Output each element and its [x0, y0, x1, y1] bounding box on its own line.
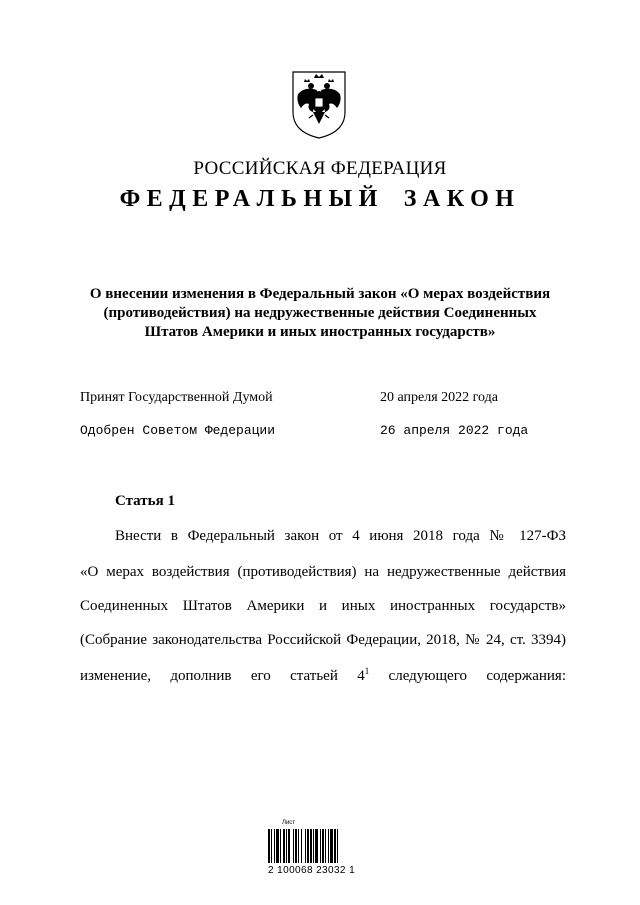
barcode-number: 2 100068 23032 1 [268, 865, 356, 876]
russian-coat-of-arms-icon [287, 68, 351, 140]
document-type-heading [0, 186, 640, 213]
barcode-small-label: Лист [282, 820, 296, 826]
duma-adoption-label: Принят Государственной Думой [80, 390, 273, 405]
doc-type-word-2: ЗАКОН [403, 186, 521, 212]
barcode-bars [268, 829, 358, 863]
duma-adoption-date: 20 апреля 2022 года [380, 390, 498, 405]
article-number-superscript: 1 [364, 666, 370, 676]
council-approval-label: Одобрен Советом Федерации [80, 423, 276, 438]
article-text-line: Соединенных Штатов Америки и иных иностранных государств» [80, 598, 566, 614]
article-text-line: (Собрание законодательства Российской Федерации, 2018, № 24, ст. 3394) [80, 632, 566, 648]
article-text-last-line [80, 666, 566, 685]
article-text-line: Внести в Федеральный закон от 4 июня 2018 года № 127-ФЗ [115, 528, 566, 544]
article-text-fragment: следующего содержания: [369, 668, 566, 684]
coat-of-arms-emblem [287, 68, 351, 140]
council-approval-date: 26 апреля 2022 года [380, 423, 529, 438]
article-text-fragment: изменение, дополнив его статьей 4 [80, 668, 365, 684]
document-barcode [268, 820, 374, 880]
article-text-line: «О мерах воздействия (противодействия) на недружественные действия [80, 564, 566, 580]
doc-type-word-1: ФЕДЕРАЛЬНЫЙ [119, 186, 384, 212]
country-name: РОССИЙСКАЯ ФЕДЕРАЦИЯ [193, 158, 447, 179]
law-title-line: О внесении изменения в Федеральный закон «О мерах воздействия [89, 286, 551, 302]
law-title-line: Штатов Америки и иных иностранных государств» [144, 324, 496, 340]
law-title-line: (противодействия) на недружественные действия Соединенных [103, 305, 537, 321]
law-title [80, 285, 560, 342]
article-heading: Статья 1 [115, 493, 175, 509]
